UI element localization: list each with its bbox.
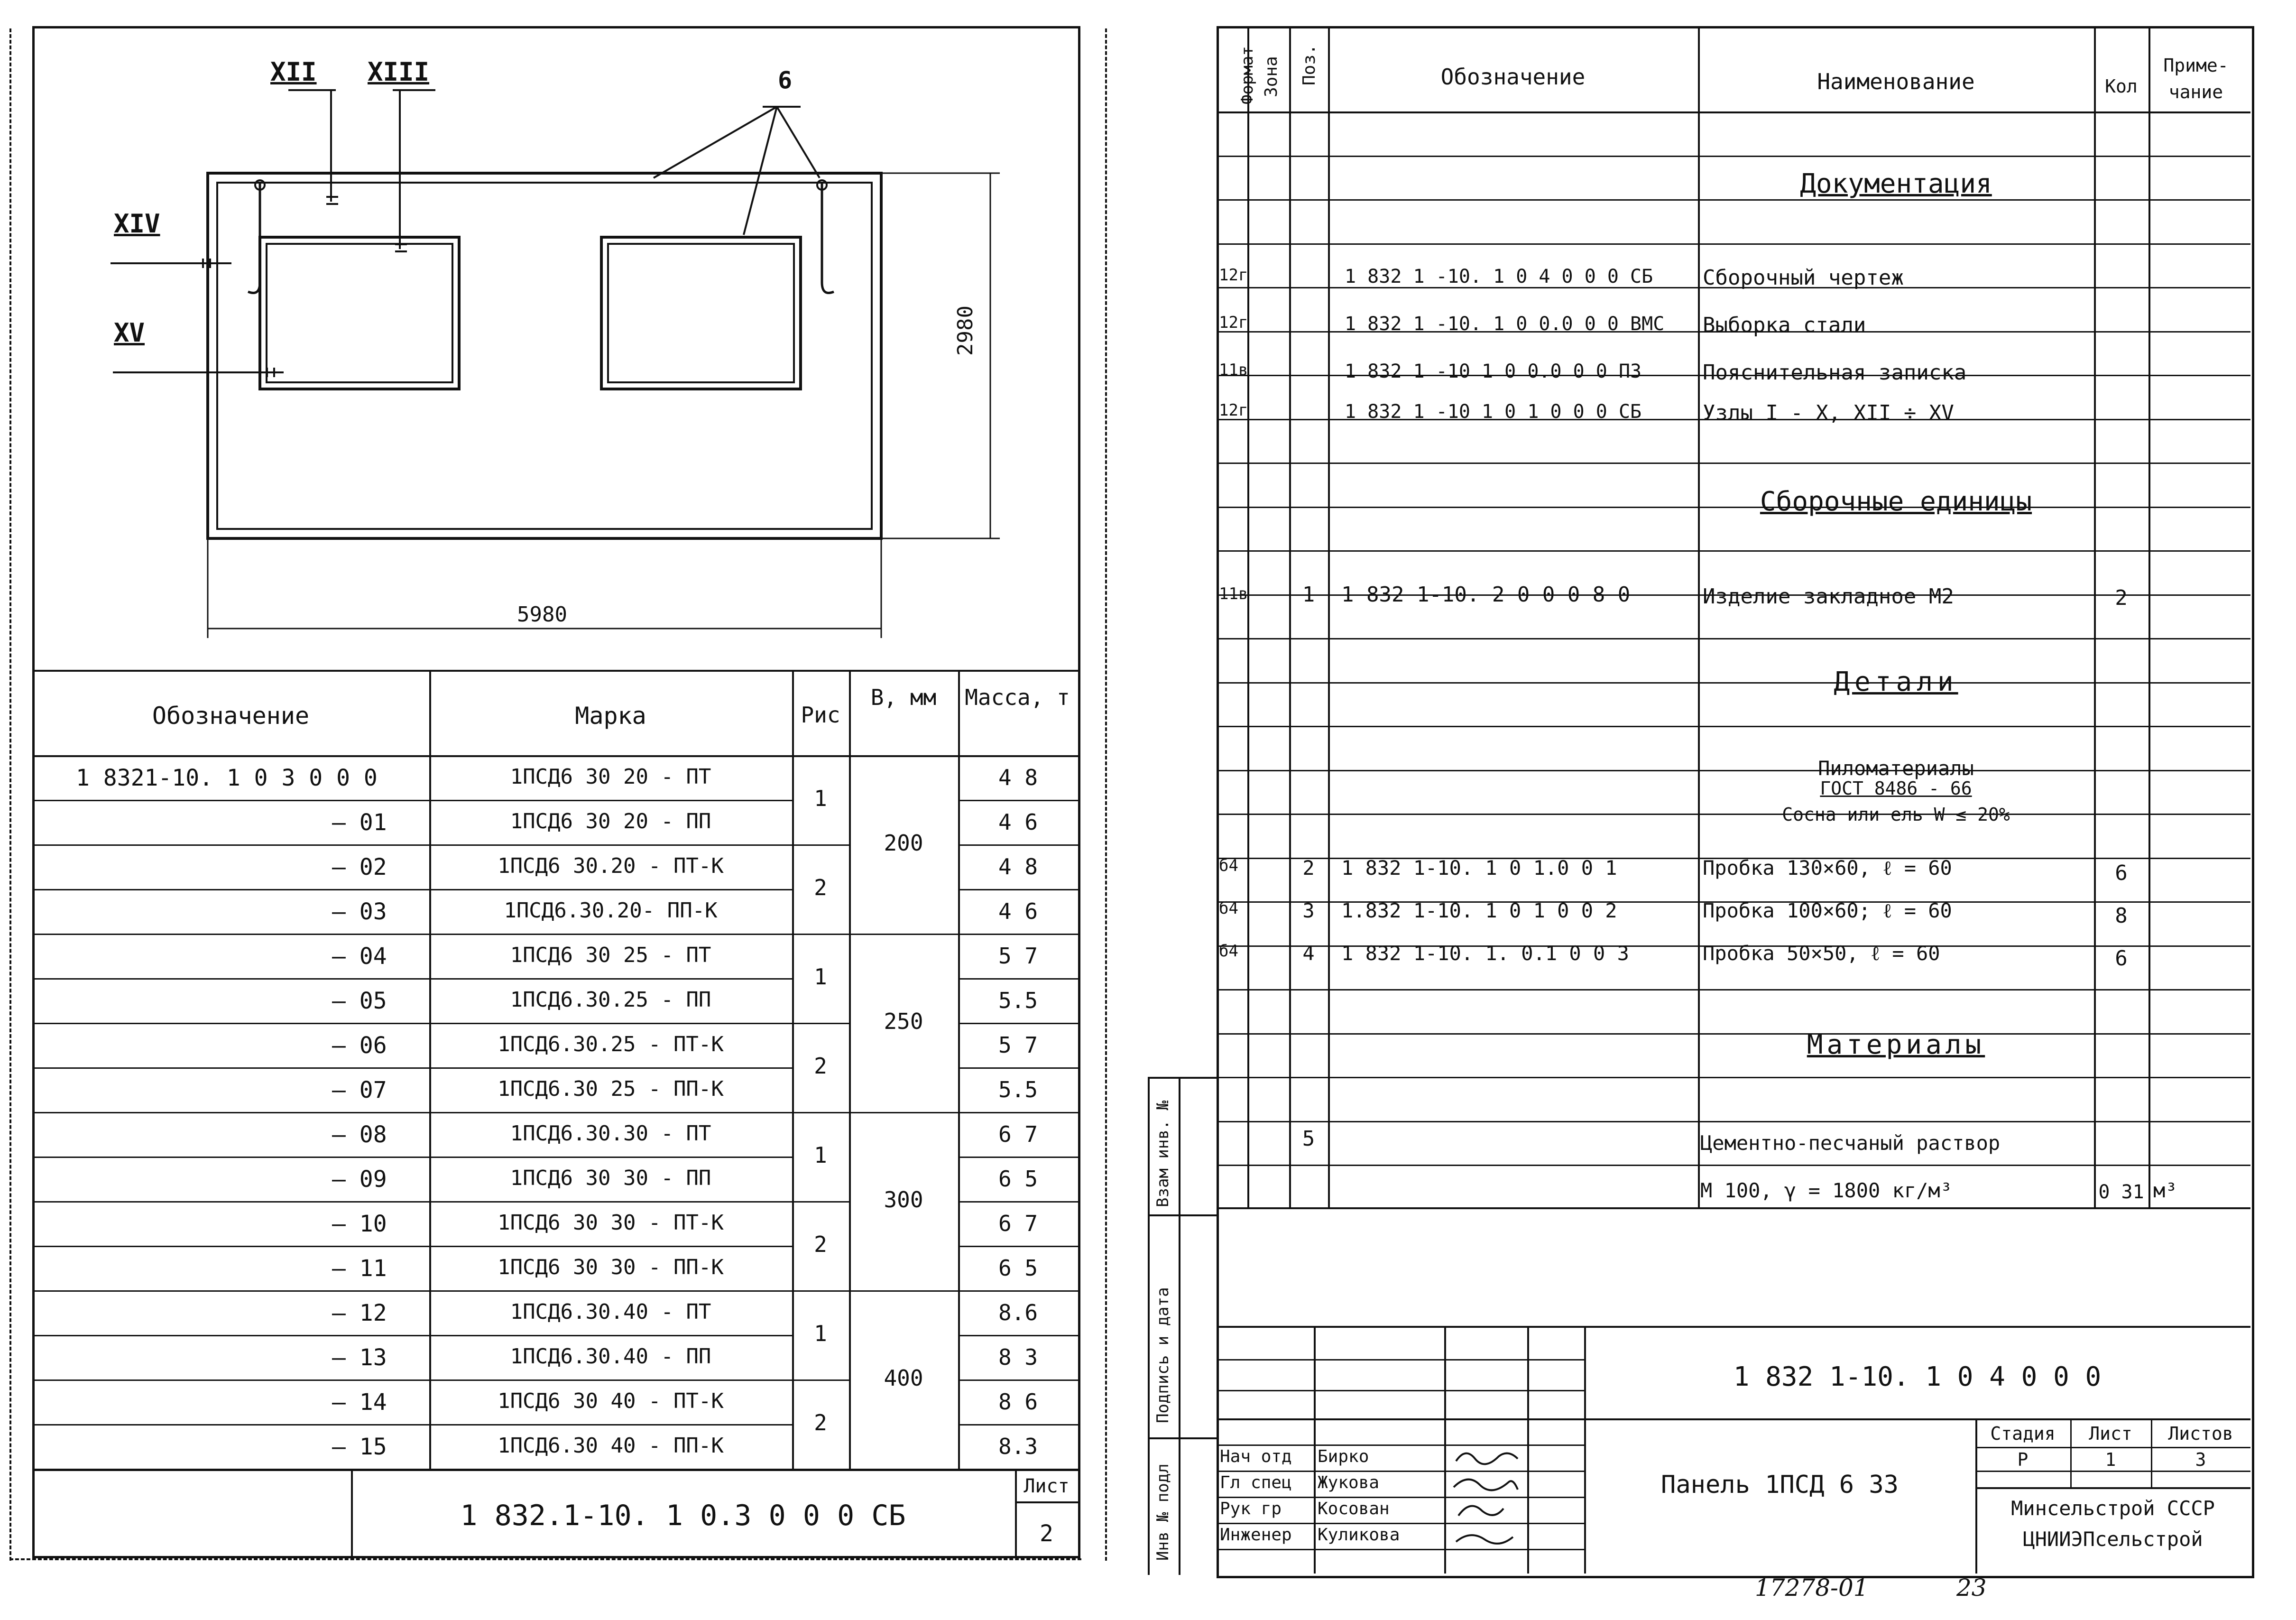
panel-outline — [208, 173, 881, 538]
row-line — [958, 800, 1078, 801]
row-massa: 5 7 — [998, 1032, 1038, 1058]
sb-format: 11в — [1219, 584, 1248, 603]
mat-naim2: М 100, γ = 1800 кг/м³ — [1700, 1179, 1953, 1202]
det-row-naim: Пробка 50×50, ℓ = 60 — [1703, 942, 1940, 965]
row-marka: 1ПСД6 30 25 - ПТ — [510, 943, 711, 967]
row-oboz: – 02 — [332, 854, 387, 880]
row-line — [958, 934, 1078, 935]
row-oboz: – 09 — [332, 1166, 387, 1193]
row-line — [958, 1157, 1078, 1158]
tb-code: 1 832 1-10. 1 0 4 0 0 0 — [1733, 1361, 2102, 1392]
row-line — [429, 800, 792, 801]
row-line — [958, 1379, 1078, 1381]
ris-value: 1 — [814, 964, 827, 990]
col-header-oboz: Обозначение — [152, 702, 310, 730]
dim-width: 5980 — [517, 602, 567, 627]
row-line — [958, 889, 1078, 890]
det-row-poz: 4 — [1302, 942, 1315, 965]
row-marka: 1ПСД6 30.20 - ПТ-К — [498, 854, 724, 878]
section-det: Детали — [1834, 667, 1958, 697]
doc-row-f: 12г — [1219, 313, 1248, 332]
left-cut-line — [9, 28, 11, 1561]
tb-role: Нач отд — [1220, 1447, 1292, 1466]
doc-row-f: 12г — [1219, 401, 1248, 420]
sb-poz: 1 — [1302, 583, 1315, 607]
row-line — [958, 1290, 1078, 1292]
row-marka: 1ПСД6 30 20 - ПП — [510, 809, 711, 833]
row-massa: 4 8 — [998, 854, 1038, 879]
row-massa: 4 6 — [998, 809, 1038, 835]
sb-oboz: 1 832 1-10. 2 0 0 0 8 0 — [1341, 583, 1631, 607]
ris-value: 1 — [814, 1321, 827, 1346]
hdr-poz: Поз. — [1300, 44, 1319, 85]
row-marka: 1ПСД6.30 40 - ПП-К — [498, 1434, 724, 1458]
row-oboz: – 06 — [332, 1032, 387, 1059]
spec-row-line — [1217, 199, 2250, 201]
row-oboz: – 12 — [332, 1300, 387, 1326]
det-row-kol: 6 — [2115, 861, 2128, 885]
det-row-naim: Пробка 130×60, ℓ = 60 — [1703, 856, 1952, 879]
ris-group-line — [792, 1112, 849, 1113]
row-line — [32, 1112, 429, 1113]
det-row-kol: 6 — [2115, 946, 2128, 971]
spec-row-line — [1217, 726, 2250, 727]
row-line — [429, 1379, 792, 1381]
row-marka: 1ПСД6 30 30 - ПП-К — [498, 1255, 724, 1279]
spec-row-line — [1217, 1121, 2250, 1122]
doc-row-oboz: 1 832 1 -10. 1 0 4 0 0 0 СБ — [1345, 266, 1653, 287]
row-line — [32, 1023, 429, 1024]
pilo-line2: ГОСТ 8486 - 66 — [1820, 778, 1972, 799]
hdr-zona: Зона — [1262, 56, 1281, 97]
row-oboz: – 11 — [332, 1255, 387, 1282]
mat-prim: м³ — [2153, 1179, 2177, 1202]
b-group-line — [849, 1112, 958, 1113]
row-line — [429, 1112, 792, 1113]
tb-stadiya: Р — [2017, 1449, 2029, 1470]
spec-row-line — [1217, 243, 2250, 245]
section-sb: Сборочные единицы — [1760, 486, 2032, 517]
ris-group-line — [792, 1201, 849, 1203]
row-oboz: – 08 — [332, 1121, 387, 1148]
row-marka: 1ПСД6.30.40 - ПП — [510, 1344, 711, 1369]
tb-role: Рук гр — [1220, 1499, 1282, 1518]
row-line — [429, 1290, 792, 1292]
tb-listov-label: Листов — [2168, 1423, 2233, 1444]
row-oboz: – 14 — [332, 1389, 387, 1416]
row-line — [429, 1335, 792, 1336]
tb-listov: 3 — [2195, 1449, 2206, 1470]
det-row-f: б4 — [1219, 942, 1238, 961]
row-marka: 1ПСД6.30 25 - ПП-К — [498, 1077, 724, 1101]
row-line — [958, 1023, 1078, 1024]
hdr-format: Формат — [1238, 46, 1257, 104]
row-line — [958, 1246, 1078, 1247]
doc-row-oboz: 1 832 1 -10 1 0 1 0 0 0 СБ — [1345, 401, 1642, 423]
row-massa: 6 5 — [998, 1166, 1038, 1192]
center-cut-line — [1105, 28, 1107, 1561]
spec-row-line — [1217, 1077, 2250, 1078]
mat-kol: 0 31 — [2098, 1181, 2144, 1203]
ris-group-line — [792, 934, 849, 935]
ris-group-line — [792, 844, 849, 846]
det-row-kol: 8 — [2115, 904, 2128, 928]
hdr-kol: Кол — [2105, 76, 2138, 97]
ris-value: 2 — [814, 1410, 827, 1435]
signatures — [1447, 1444, 1527, 1554]
opening-right — [601, 237, 801, 389]
row-marka: 1ПСД6 30 20 - ПТ — [510, 765, 711, 789]
row-line — [429, 978, 792, 980]
b-value: 200 — [884, 830, 923, 856]
footer-right: 23 — [1956, 1574, 1987, 1601]
row-line — [32, 1290, 429, 1292]
det-row-f: б4 — [1219, 899, 1238, 918]
opening-left — [260, 237, 459, 389]
row-line — [429, 1067, 792, 1069]
row-line — [32, 889, 429, 890]
dim-height: 2980 — [953, 305, 977, 356]
row-massa: 8 6 — [998, 1389, 1038, 1415]
row-massa: 5.5 — [998, 988, 1038, 1013]
callout-xiv: XIV — [114, 209, 160, 239]
row-massa: 4 6 — [998, 898, 1038, 924]
doc-row-f: 12г — [1219, 266, 1248, 285]
bottom-cut-line — [9, 1558, 1081, 1560]
row-oboz: – 01 — [332, 809, 387, 836]
b-group-line — [849, 1290, 958, 1292]
row-massa: 6 5 — [998, 1255, 1038, 1281]
spec-row-line — [1217, 989, 2250, 991]
b-value: 250 — [884, 1009, 923, 1034]
callout-xiii: XIII — [368, 57, 430, 87]
row-line — [958, 1424, 1078, 1426]
doc-row-naim: Узлы I - X, XII ÷ XV — [1703, 401, 1954, 425]
row-line — [32, 1246, 429, 1247]
section-doc: Документация — [1800, 168, 1992, 199]
side-vzam: Взам инв. № — [1153, 1100, 1172, 1207]
spec-row-line — [1217, 550, 2250, 552]
ris-group-line — [792, 1290, 849, 1292]
mat-poz: 5 — [1302, 1127, 1315, 1151]
row-oboz: – 03 — [332, 898, 387, 925]
b-value: 300 — [884, 1187, 923, 1213]
ris-value: 1 — [814, 786, 827, 811]
row-line — [32, 1335, 429, 1336]
col-header-ris: Рис — [801, 702, 840, 728]
doc-row-naim: Сборочный чертеж — [1703, 266, 1904, 290]
ris-group-line — [792, 1023, 849, 1024]
det-row-oboz: 1.832 1-10. 1 0 1 0 0 2 — [1341, 899, 1617, 922]
row-line — [32, 1067, 429, 1069]
row-massa: 8.6 — [998, 1300, 1038, 1325]
row-massa: 5.5 — [998, 1077, 1038, 1102]
ris-group-line — [792, 1379, 849, 1381]
callout-6: 6 — [778, 66, 793, 94]
row-marka: 1ПСД6.30.30 - ПТ — [510, 1121, 711, 1146]
ris-value: 1 — [814, 1142, 827, 1168]
left-stamp-list-label: Лист — [1024, 1475, 1070, 1497]
row-massa: 6 7 — [998, 1211, 1038, 1236]
row-marka: 1ПСД6.30.20- ПП-К — [504, 898, 718, 923]
row-marka: 1ПСД6 30 40 - ПТ-К — [498, 1389, 724, 1413]
ris-value: 2 — [814, 875, 827, 900]
row-marka: 1ПСД6.30.40 - ПТ — [510, 1300, 711, 1324]
section-mat: Материалы — [1807, 1029, 1985, 1060]
row-line — [32, 934, 429, 935]
hdr-naim: Наименование — [1817, 69, 1975, 94]
footer-left: 17278-01 — [1755, 1574, 1869, 1601]
spec-row-line — [1217, 463, 2250, 464]
row-line — [429, 1157, 792, 1158]
tb-stadiya-label: Стадия — [1990, 1423, 2056, 1444]
tb-name: Куликова — [1318, 1525, 1400, 1545]
row-line — [429, 934, 792, 935]
det-row-oboz: 1 832 1-10. 1 0 1.0 0 1 — [1341, 856, 1617, 879]
row-line — [429, 844, 792, 846]
callout-xv: XV — [114, 318, 145, 348]
b-value: 400 — [884, 1365, 923, 1391]
row-oboz: – 04 — [332, 943, 387, 970]
left-stamp-code: 1 832.1-10. 1 0.3 0 0 0 СБ — [460, 1499, 906, 1532]
row-line — [429, 1424, 792, 1426]
row-oboz: – 13 — [332, 1344, 387, 1371]
row-line — [958, 1335, 1078, 1336]
row-massa: 5 7 — [998, 943, 1038, 969]
doc-row-naim: Пояснительная записка — [1703, 361, 1967, 385]
pilo-line3: Сосна или ель W ≤ 20% — [1782, 804, 2010, 825]
tb-name: Косован — [1318, 1499, 1390, 1518]
left-stamp-list-value: 2 — [1040, 1520, 1053, 1547]
row-line — [32, 1201, 429, 1203]
ris-value: 2 — [814, 1053, 827, 1079]
col-header-b: B, мм — [870, 685, 937, 710]
tb-name: Бирко — [1318, 1447, 1369, 1466]
row-line — [958, 1112, 1078, 1113]
pilo-line1: Пиломатериалы — [1818, 757, 1974, 780]
row-line — [32, 1157, 429, 1158]
hdr-oboz: Обозначение — [1440, 64, 1586, 90]
side-inv: Инв № подл — [1153, 1463, 1172, 1561]
row-oboz: – 15 — [332, 1434, 387, 1460]
row-line — [32, 800, 429, 801]
row-marka: 1ПСД6.30.25 - ПТ-К — [498, 1032, 724, 1056]
doc-row-f: 11в — [1219, 361, 1248, 380]
row-marka: 1ПСД6.30.25 - ПП — [510, 988, 711, 1012]
row-line — [429, 889, 792, 890]
det-row-poz: 2 — [1302, 856, 1315, 879]
det-row-naim: Пробка 100×60; ℓ = 60 — [1703, 899, 1952, 922]
spec-row-line — [1217, 156, 2250, 157]
doc-row-oboz: 1 832 1 -10 1 0 0.0 0 0 ПЗ — [1345, 361, 1642, 382]
spec-row-line — [1217, 1165, 2250, 1166]
tb-role: Гл спец — [1220, 1473, 1292, 1492]
tb-role: Инженер — [1220, 1525, 1292, 1545]
det-row-poz: 3 — [1302, 899, 1315, 922]
row-line — [958, 844, 1078, 846]
row-line — [958, 1201, 1078, 1203]
row-line — [958, 978, 1078, 980]
row-massa: 8.3 — [998, 1434, 1038, 1459]
ris-value: 2 — [814, 1231, 827, 1257]
row-oboz: – 10 — [332, 1211, 387, 1237]
row-line — [958, 1067, 1078, 1069]
row-line — [32, 1424, 429, 1426]
row-line — [32, 844, 429, 846]
mat-naim1: Цементно-песчаный раствор — [1700, 1131, 2001, 1155]
col-header-massa: Масса, т — [965, 685, 1070, 710]
tb-list: 1 — [2105, 1449, 2116, 1470]
det-row-oboz: 1 832 1-10. 1. 0.1 0 0 3 — [1341, 942, 1629, 965]
doc-row-oboz: 1 832 1 -10. 1 0 0.0 0 0 ВМС — [1345, 313, 1665, 335]
row-massa: 6 7 — [998, 1121, 1038, 1147]
row-oboz: 1 8321-10. 1 0 3 0 0 0 — [76, 765, 378, 791]
row-line — [32, 1379, 429, 1381]
row-marka: 1ПСД6 30 30 - ПТ-К — [498, 1211, 724, 1235]
tb-name: Жукова — [1318, 1473, 1380, 1492]
col-header-marka: Марка — [575, 702, 646, 730]
row-massa: 8 3 — [998, 1344, 1038, 1370]
row-line — [32, 978, 429, 980]
row-massa: 4 8 — [998, 765, 1038, 790]
callout-xii: XII — [270, 57, 317, 87]
row-line — [429, 1201, 792, 1203]
row-oboz: – 07 — [332, 1077, 387, 1103]
tb-list-label: Лист — [2089, 1423, 2132, 1444]
b-group-line — [849, 934, 958, 935]
hdr-prim: Приме-чание — [2163, 55, 2229, 102]
tb-org1: Минсельстрой СССР — [2011, 1497, 2215, 1520]
spec-row-line — [1217, 638, 2250, 639]
panel-drawing — [32, 26, 1078, 671]
sb-kol: 2 — [2115, 586, 2128, 610]
doc-row-naim: Выборка стали — [1703, 313, 1866, 337]
row-oboz: – 05 — [332, 988, 387, 1014]
row-line — [429, 1246, 792, 1247]
row-marka: 1ПСД6 30 30 - ПП — [510, 1166, 711, 1190]
side-podpis: Подпись и дата — [1153, 1287, 1172, 1423]
tb-title: Панель 1ПСД 6 33 — [1661, 1471, 1899, 1499]
tb-org2: ЦНИИЭПсельстрой — [2023, 1527, 2203, 1551]
row-line — [429, 1023, 792, 1024]
right-frame — [1217, 26, 2254, 1578]
det-row-f: б4 — [1219, 856, 1238, 875]
sb-naim: Изделие закладное М2 — [1703, 584, 1954, 609]
